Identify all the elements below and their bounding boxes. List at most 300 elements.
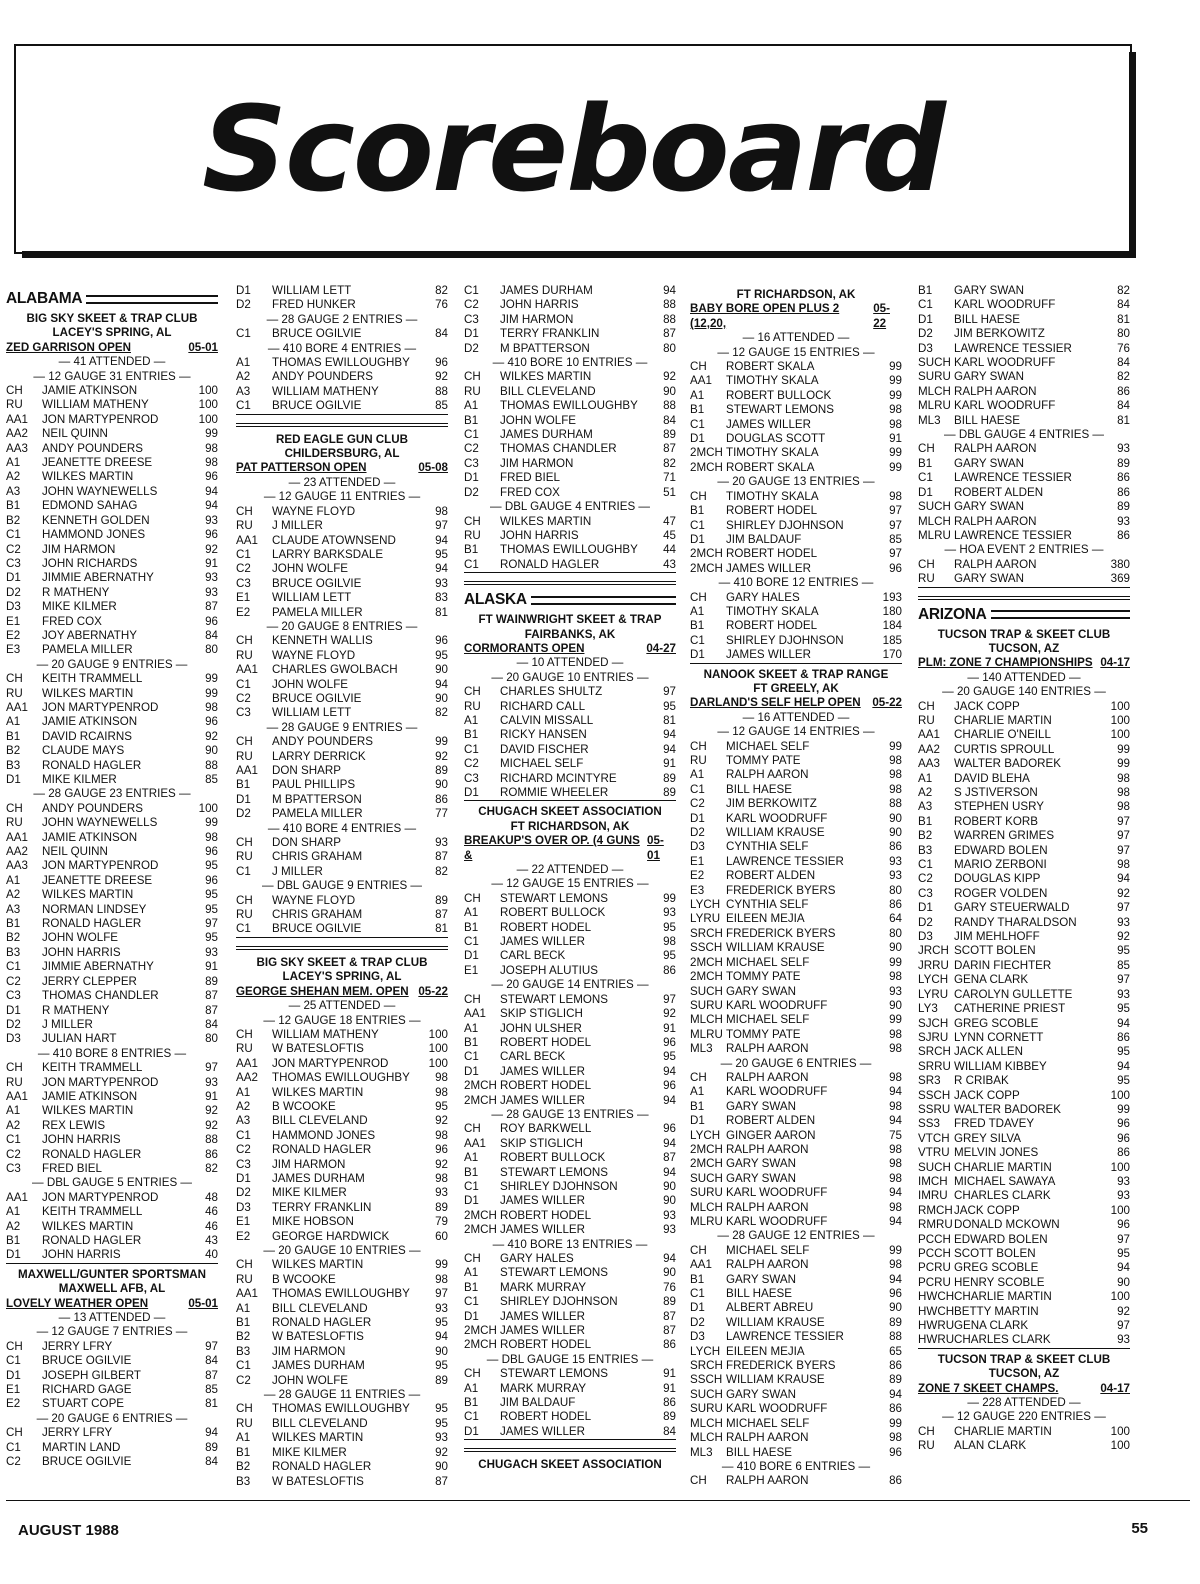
shooter-name: HAMMOND JONES [42, 528, 146, 542]
score: 92 [435, 370, 448, 384]
result-row [236, 1345, 448, 1359]
entry-count: — 28 GAUGE 12 ENTRIES — [717, 1229, 875, 1243]
score: 99 [1117, 1102, 1130, 1116]
score: 40 [205, 1248, 218, 1262]
result-row [6, 1220, 218, 1234]
score: 90 [889, 1301, 902, 1315]
score: 89 [435, 764, 448, 777]
score: 80 [663, 341, 676, 355]
result-row [6, 456, 218, 470]
result-row [690, 1402, 902, 1416]
result-row [918, 1074, 1130, 1088]
class-code: MLCH [918, 384, 951, 398]
result-row [690, 1157, 902, 1171]
result-row [236, 591, 448, 605]
score: 86 [663, 963, 676, 977]
class-code: RU [918, 713, 935, 727]
result-row [690, 1172, 902, 1186]
class-code: A1 [6, 1205, 21, 1219]
class-code: MLRU [918, 528, 951, 542]
result-row [236, 922, 448, 937]
result-row [464, 1410, 676, 1424]
class-code: E1 [236, 1215, 251, 1229]
result-row [236, 1330, 448, 1344]
result-row [918, 1017, 1130, 1031]
score: 93 [663, 1208, 676, 1222]
class-code: D1 [6, 1368, 21, 1382]
entry-count: — 410 BORE 4 ENTRIES — [267, 341, 417, 355]
class-code: 2MCH [464, 1208, 497, 1222]
score: 93 [1117, 1333, 1130, 1347]
result-row [918, 815, 1130, 829]
score: 94 [1117, 1016, 1130, 1030]
shooter-name: STEWART LEMONS [500, 891, 609, 905]
result-row [464, 1338, 676, 1352]
result-row [464, 685, 676, 699]
shooter-name: WILKES MARTIN [500, 370, 592, 384]
shooter-name: ALBERT ABREU [726, 1301, 814, 1315]
score: 89 [663, 1295, 676, 1309]
shooter-name: TIMOTHY SKALA [726, 604, 819, 618]
result-row [690, 797, 902, 811]
shooter-name: WILLIAM MATHENY [42, 398, 149, 412]
result-row [464, 543, 676, 557]
class-code: SURU [690, 998, 723, 1012]
score: 85 [889, 532, 902, 546]
class-code: B1 [690, 1272, 705, 1286]
class-code: A2 [918, 786, 933, 799]
shooter-name: MICHAEL SELF [726, 739, 810, 753]
score: 98 [889, 417, 902, 431]
shooter-name: ANDY POUNDERS [42, 801, 143, 815]
class-code: MLCH [690, 1416, 723, 1430]
result-row [690, 446, 902, 460]
shooter-name: RALPH AARON [726, 1258, 809, 1272]
shooter-name: MICHAEL SELF [726, 955, 810, 969]
score: 94 [205, 484, 218, 498]
result-row [690, 812, 902, 826]
score: 86 [1117, 528, 1130, 542]
class-code: B2 [918, 829, 933, 843]
score: 86 [435, 792, 448, 806]
score: 94 [663, 728, 676, 742]
score: 86 [1117, 471, 1130, 485]
score: 96 [1117, 1218, 1130, 1232]
result-row [918, 1247, 1130, 1261]
class-code: 2MCH [464, 1093, 497, 1107]
result-row [6, 687, 218, 701]
club-line: LACEY'S SPRING, AL [52, 326, 172, 340]
score: 84 [205, 1017, 218, 1031]
result-row [918, 1132, 1130, 1146]
class-code: AA1 [918, 728, 940, 742]
event-date: 05-01 [188, 1296, 218, 1310]
shooter-name: CHRIS GRAHAM [272, 850, 363, 864]
class-code: D2 [236, 807, 251, 821]
shooter-name: JAMES DURHAM [272, 1171, 365, 1185]
score: 88 [889, 797, 902, 811]
score: 90 [889, 811, 902, 825]
class-code: C1 [690, 782, 705, 796]
score: 98 [435, 1171, 448, 1185]
result-row [236, 1158, 448, 1172]
result-row [6, 730, 218, 744]
class-code: HWCH [918, 1304, 955, 1318]
shooter-name: J MILLER [272, 519, 323, 533]
shooter-name: MICHAEL SELF [500, 757, 584, 771]
result-row [464, 786, 676, 801]
score: 94 [435, 533, 448, 547]
result-row [918, 743, 1130, 757]
result-row [690, 1373, 902, 1387]
class-code: RU [918, 572, 935, 586]
score: 98 [435, 1071, 448, 1085]
class-code: D2 [6, 1017, 21, 1031]
shooter-name: DAVID FISCHER [500, 742, 589, 756]
result-row [464, 385, 676, 399]
result-row [6, 485, 218, 499]
class-code: B1 [6, 1234, 21, 1247]
score: 92 [205, 1104, 218, 1118]
score: 95 [435, 1416, 448, 1430]
shooter-name: NEIL QUINN [42, 845, 108, 859]
shooter-name: HENRY SCOBLE [954, 1275, 1045, 1289]
result-row [690, 619, 902, 633]
class-code: B1 [464, 1280, 479, 1294]
result-row [464, 1151, 676, 1165]
class-code: B1 [690, 504, 705, 518]
class-code: E3 [690, 883, 705, 897]
score: 97 [1117, 814, 1130, 828]
shooter-name: MIKE KILMER [42, 773, 117, 786]
shooter-name: SHIRLEY DJOHNSON [500, 1295, 618, 1309]
shooter-name: FRED TDAVEY [954, 1117, 1035, 1131]
result-row [690, 504, 902, 518]
shooter-name: ROBERT HODEL [726, 504, 818, 518]
result-row [918, 800, 1130, 814]
class-code: SUCH [918, 356, 951, 370]
club-line: TUCSON, AZ [988, 641, 1060, 655]
class-code: CH [236, 735, 253, 749]
event-date: 04-27 [646, 641, 676, 655]
section-divider [236, 423, 448, 427]
shooter-name: CHARLIE MARTIN [954, 1424, 1052, 1438]
result-row [236, 663, 448, 677]
event-line [690, 302, 902, 331]
shooter-name: RALPH AARON [726, 1474, 809, 1488]
result-row [6, 470, 218, 484]
shooter-name: WARREN GRIMES [954, 829, 1055, 843]
result-row [6, 398, 218, 412]
club-header [236, 956, 448, 985]
class-code: D1 [6, 773, 21, 786]
shooter-name: JAMES WILLER [726, 648, 812, 662]
club-line: CHUGACH SKEET ASSOCIATION [478, 1458, 662, 1472]
score: 369 [1110, 572, 1130, 586]
shooter-name: WILKES MARTIN [42, 1219, 134, 1233]
result-row [6, 1340, 218, 1354]
score: 85 [205, 1383, 218, 1397]
shooter-name: KARL WOODRUFF [726, 1186, 828, 1200]
class-code: LYCH [690, 898, 721, 912]
result-row [236, 1475, 448, 1489]
result-row [464, 1094, 676, 1108]
class-code: 2MCH [690, 547, 723, 561]
class-code: C2 [236, 691, 251, 705]
result-row [464, 1281, 676, 1295]
page-title: Scoreboard [201, 80, 945, 218]
class-code: LY3 [918, 1002, 938, 1016]
class-code: D1 [236, 792, 251, 806]
score: 97 [205, 917, 218, 931]
shooter-name: GEORGE HARDWICK [272, 1229, 390, 1243]
result-row [690, 1359, 902, 1373]
result-row [6, 643, 218, 657]
shooter-name: JON MARTYPENROD [42, 700, 159, 714]
score: 93 [205, 571, 218, 585]
result-row [918, 988, 1130, 1002]
shooter-name: JAMIE ATKINSON [42, 1089, 138, 1103]
class-code: E1 [690, 854, 705, 868]
shooter-name: CLAUDE ATOWNSEND [272, 533, 396, 547]
result-row [6, 888, 218, 902]
class-code: AA1 [236, 1056, 258, 1070]
result-row [690, 941, 902, 955]
class-code: AA1 [236, 663, 258, 677]
shooter-name: RICHARD MCINTYRE [500, 771, 617, 785]
shooter-name: KARL WOODRUFF [726, 998, 828, 1012]
class-code: CH [6, 1339, 23, 1353]
class-code: LYCH [918, 973, 949, 987]
score: 90 [435, 1344, 448, 1358]
result-row [918, 342, 1130, 356]
section-divider [464, 1448, 676, 1452]
score: 91 [205, 960, 218, 974]
result-row [6, 543, 218, 557]
shooter-name: JON MARTYPENROD [42, 859, 159, 873]
shooter-name: CHRIS GRAHAM [272, 908, 363, 922]
shooter-name: WAYNE FLOYD [272, 504, 356, 518]
score: 94 [205, 499, 218, 513]
class-code: C2 [464, 298, 479, 312]
shooter-name: GARY SWAN [726, 1272, 797, 1286]
club-header [918, 1353, 1130, 1382]
class-code: C1 [464, 1179, 479, 1193]
result-row [918, 901, 1130, 915]
shooter-name: ROBERT HODEL [500, 1208, 592, 1222]
result-row [690, 956, 902, 970]
class-code: AA3 [6, 441, 28, 455]
shooter-name: TIMOTHY SKALA [726, 446, 819, 460]
score: 91 [663, 1367, 676, 1381]
result-row [6, 816, 218, 830]
result-row [690, 1316, 902, 1330]
result-row [6, 1248, 218, 1263]
score: 99 [889, 388, 902, 402]
class-code: SURU [690, 1186, 723, 1200]
shooter-name: JOHN ULSHER [500, 1021, 582, 1035]
club-line: FAIRBANKS, AK [524, 627, 616, 641]
shooter-name: RALPH AARON [726, 1142, 809, 1156]
class-code: SJCH [918, 1016, 949, 1030]
event-name: ZONE 7 SKEET CHAMPS. [918, 1381, 1059, 1395]
shooter-name: PAMELA MILLER [42, 643, 133, 657]
class-code: D1 [6, 1248, 21, 1262]
result-row [236, 706, 448, 720]
result-row [464, 1166, 676, 1180]
result-row [6, 586, 218, 600]
column-1 [6, 284, 218, 1470]
shooter-name: BRUCE OGILVIE [272, 576, 362, 590]
shooter-name: MIKE HOBSON [272, 1215, 354, 1229]
class-code: E2 [690, 869, 705, 883]
class-code: SRRU [918, 1059, 951, 1073]
shooter-name: WAYNE FLOYD [272, 893, 356, 907]
score: 93 [1117, 1189, 1130, 1203]
class-code: CH [6, 1061, 23, 1075]
result-row [236, 1273, 448, 1287]
class-code: RU [464, 384, 481, 398]
entry-count: — 23 ATTENDED — [288, 475, 396, 489]
class-code: AA2 [6, 427, 28, 441]
class-code: PCRU [918, 1275, 951, 1289]
entry-count: — 16 ATTENDED — [742, 331, 850, 345]
shooter-name: BILL CLEVELAND [272, 1114, 368, 1128]
shooter-name: HAMMOND JONES [272, 1128, 376, 1142]
result-row [464, 327, 676, 341]
result-row [236, 505, 448, 519]
result-row [236, 1028, 448, 1042]
score: 93 [205, 945, 218, 959]
result-row [236, 1215, 448, 1229]
club-line: LACEY'S SPRING, AL [282, 970, 402, 984]
result-row [6, 442, 218, 456]
score: 82 [435, 864, 448, 878]
score: 89 [889, 1373, 902, 1387]
shooter-name: JOHN RICHARDS [42, 556, 138, 570]
shooter-name: SHIRLEY DJOHNSON [726, 633, 844, 647]
score: 180 [882, 604, 902, 618]
score: 65 [889, 1344, 902, 1358]
shooter-name: R MATHENY [42, 585, 110, 599]
score: 87 [205, 1368, 218, 1382]
shooter-name: CHARLIE MARTIN [954, 713, 1052, 727]
score: 99 [663, 891, 676, 905]
shooter-name: DAVID BLEHA [954, 771, 1030, 785]
class-code: B2 [236, 1460, 251, 1474]
result-row [690, 432, 902, 446]
club-header [690, 668, 902, 697]
result-row [236, 1374, 448, 1388]
shooter-name: JULIAN HART [42, 1032, 117, 1046]
score: 89 [889, 1315, 902, 1329]
shooter-name: J MILLER [42, 1017, 93, 1031]
class-code: C2 [690, 797, 705, 811]
event-name: LOVELY WEATHER OPEN [6, 1296, 149, 1310]
result-row [6, 1061, 218, 1075]
shooter-name: RANDY THARALDSON [954, 915, 1077, 929]
entry-count: — 12 GAUGE 14 ENTRIES — [717, 725, 875, 739]
result-row [690, 1301, 902, 1315]
shooter-name: WILKES MARTIN [42, 470, 134, 484]
score: 95 [663, 699, 676, 713]
shooter-name: CHARLES GWOLBACH [272, 663, 398, 677]
class-code: 2MCH [690, 1157, 723, 1171]
shooter-name: FRED COX [500, 485, 560, 499]
class-code: ML3 [690, 1445, 713, 1459]
class-code: B1 [918, 456, 933, 470]
score: 90 [205, 744, 218, 758]
class-code: C1 [464, 1295, 479, 1309]
class-code: D1 [464, 1309, 479, 1323]
class-code: RMCH [918, 1203, 953, 1217]
shooter-name: JON MARTYPENROD [42, 1190, 159, 1204]
score: 97 [435, 519, 448, 533]
class-code: CH [690, 739, 707, 753]
score: 92 [663, 1007, 676, 1021]
score: 90 [663, 1194, 676, 1208]
shooter-name: WILLIAM KRAUSE [726, 941, 825, 955]
event-line [690, 696, 902, 710]
result-row [236, 764, 448, 778]
class-code: SS3 [918, 1117, 940, 1131]
class-code: D1 [918, 485, 933, 499]
shooter-name: ROBERT HODEL [500, 1410, 592, 1424]
score: 86 [889, 1474, 902, 1488]
shooter-name: JAMES WILLER [726, 561, 812, 575]
entry-count: — 13 ATTENDED — [58, 1311, 166, 1325]
entry-count: — 20 GAUGE 10 ENTRIES — [263, 1244, 421, 1257]
entry-count: — 28 GAUGE 9 ENTRIES — [266, 720, 418, 734]
class-code: A1 [690, 604, 705, 618]
result-row [236, 793, 448, 807]
result-row [918, 1045, 1130, 1059]
entry-count: — 12 GAUGE 11 ENTRIES — [263, 490, 421, 504]
class-code: B2 [6, 744, 21, 758]
shooter-name: JAMES DURHAM [500, 428, 593, 442]
result-row [690, 783, 902, 797]
score: 95 [205, 859, 218, 873]
shooter-name: GARY SWAN [954, 500, 1025, 514]
shooter-name: R MATHENY [42, 1003, 110, 1017]
shooter-name: BRUCE OGILVIE [42, 1455, 132, 1469]
class-code: E1 [464, 963, 479, 977]
result-row [6, 1076, 218, 1090]
result-row [918, 1089, 1130, 1103]
shooter-name: JIM HARMON [500, 456, 574, 470]
result-row [236, 1417, 448, 1431]
class-code: D1 [464, 327, 479, 341]
class-code: IMRU [918, 1189, 948, 1203]
result-row [236, 1071, 448, 1085]
score: 86 [1117, 1146, 1130, 1160]
class-code: CH [918, 699, 935, 713]
class-code: AA1 [690, 374, 712, 388]
score: 95 [1117, 1002, 1130, 1016]
score: 97 [889, 518, 902, 532]
class-code: C1 [6, 960, 21, 974]
shooter-name: TOMMY PATE [726, 1027, 801, 1041]
result-row [6, 629, 218, 643]
entry-count: — 12 GAUGE 15 ENTRIES — [717, 345, 875, 359]
class-code: RU [6, 816, 23, 830]
score: 99 [889, 955, 902, 969]
class-code: IMCH [918, 1174, 948, 1188]
score: 92 [435, 749, 448, 763]
result-row [690, 634, 902, 648]
score: 79 [435, 1215, 448, 1229]
class-code: RU [236, 1272, 253, 1286]
